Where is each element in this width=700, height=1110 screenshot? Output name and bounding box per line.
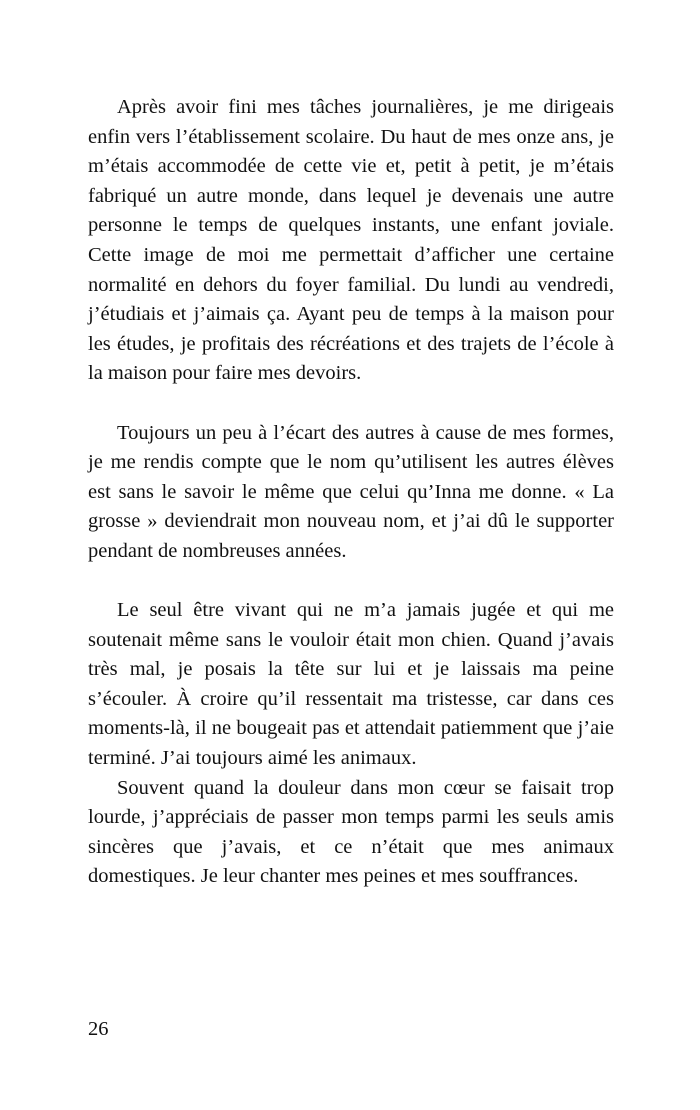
paragraph-spacer (88, 567, 614, 597)
paragraph-2: Toujours un peu à l’écart des autres à cause de mes formes, je me rendis compte que le nom qu’utilisent les autres élèves est sans le savoir le même que celui qu’Inna me donne. « La grosse » deviendrait mon nouveau nom, et j’ai dû le supporter pendant de nombreuses années. (88, 421, 614, 562)
paragraph-4: Souvent quand la douleur dans mon cœur se faisait trop lourde, j’appréciais de passer mon temps parmi les seuls amis sincères que j’avais, et ce n’était que mes animaux domestiques. Je leur chanter mes peines et mes souffrances. (88, 776, 614, 888)
paragraph-spacer (88, 389, 614, 419)
page-body (88, 93, 614, 892)
page-number: 26 (88, 1018, 109, 1040)
paragraph-1: Après avoir fini mes tâches journalières, je me dirigeais enfin vers l’établissement scolaire. Du haut de mes onze ans, je m’étais accommodée de cette vie et, petit à petit, je m’étais fabriqué un autre monde, dans lequel je devenais une autre personne le temps de quelques instants, une enfant joviale. Cette image de moi me permettait d’afficher une certaine normalité en dehors du foyer familial. Du lundi au vendredi, j’étudiais et j’aimais ça. Ayant peu de temps à la maison pour les études, je profitais des récréations et des trajets de l’école à la maison pour faire mes devoirs. (88, 96, 614, 385)
paragraph-3: Le seul être vivant qui ne m’a jamais jugée et qui me soutenait même sans le vouloir était mon chien. Quand j’avais très mal, je posais la tête sur lui et je laissais ma peine s’écouler. À croire qu’il ressentait ma tristesse, car dans ces moments-là, il ne bougeait pas et attendait patiemment que j’aie terminé. J’ai toujours aimé les animaux. (88, 599, 614, 770)
